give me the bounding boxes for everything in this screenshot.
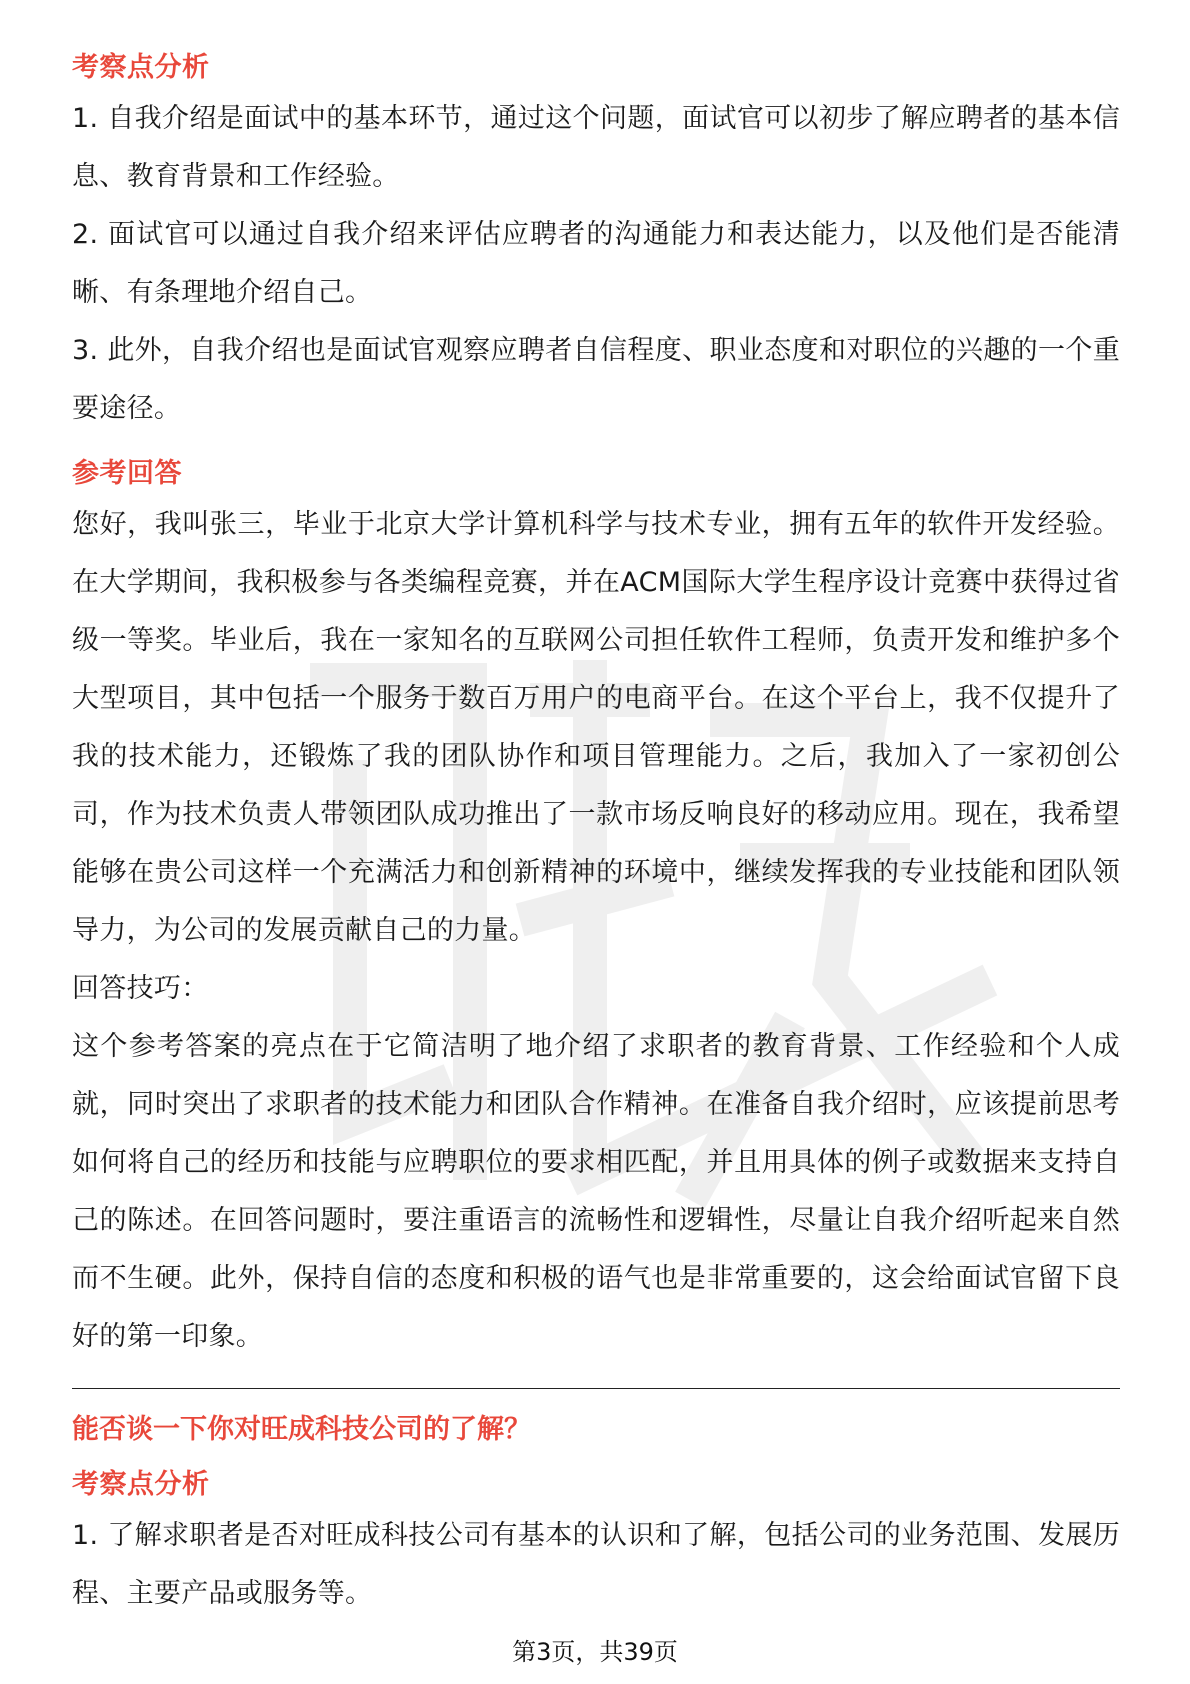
tips-label: 回答技巧： xyxy=(72,973,209,1004)
analysis-heading: 考察点分析 xyxy=(72,52,210,83)
analysis-item: 1. 自我介绍是面试中的基本环节，通过这个问题，面试官可以初步了解应聘者的基本信息、教育背景和工作经验。 xyxy=(72,103,1120,192)
analysis-item: 1. 了解求职者是否对旺成科技公司有基本的认识和了解，包括公司的业务范围、发展历程、主要产品或服务等。 xyxy=(72,1520,1120,1609)
main-content xyxy=(72,48,1120,1623)
analysis-item: 2. 面试官可以通过自我介绍来评估应聘者的沟通能力和表达能力，以及他们是否能清晰、有条理地介绍自己。 xyxy=(72,219,1120,308)
section-divider xyxy=(72,1388,1120,1389)
analysis-item: 3. 此外，自我介绍也是面试官观察应聘者自信程度、职业态度和对职位的兴趣的一个重要途径。 xyxy=(72,335,1120,424)
question-title: 能否谈一下你对旺成科技公司的了解？ xyxy=(72,1414,531,1445)
page-number: 第3页，共39页 xyxy=(512,1638,678,1666)
tips-text: 这个参考答案的亮点在于它简洁明了地介绍了求职者的教育背景、工作经验和个人成就，同时突出了求职者的技术能力和团队合作精神。在准备自我介绍时，应该提前思考如何将自己的经历和技能与应聘职位的要求相匹配，并且用具体的例子或数据来支持自己的陈述。在回答问题时，要注重语言的流畅性和逻辑性，尽量让自我介绍听起来自然而不生硬。此外，保持自信的态度和积极的语气也是非常重要的，这会给面试官留下良好的第一印象。 xyxy=(72,1031,1120,1352)
answer-text: 您好，我叫张三，毕业于北京大学计算机科学与技术专业，拥有五年的软件开发经验。在大学期间，我积极参与各类编程竞赛，并在ACM国际大学生程序设计竞赛中获得过省级一等奖。毕业后，我在一家知名的互联网公司担任软件工程师，负责开发和维护多个大型项目，其中包括一个服务于数百万用户的电商平台。在这个平台上，我不仅提升了我的技术能力，还锻炼了我的团队协作和项目管理能力。之后，我加入了一家初创公司，作为技术负责人带领团队成功推出了一款市场反响良好的移动应用。现在，我希望能够在贵公司这样一个充满活力和创新精神的环境中，继续发挥我的专业技能和团队领导力，为公司的发展贡献自己的力量。 xyxy=(72,509,1120,946)
answer-heading: 参考回答 xyxy=(72,458,182,489)
analysis-heading: 考察点分析 xyxy=(72,1469,210,1500)
